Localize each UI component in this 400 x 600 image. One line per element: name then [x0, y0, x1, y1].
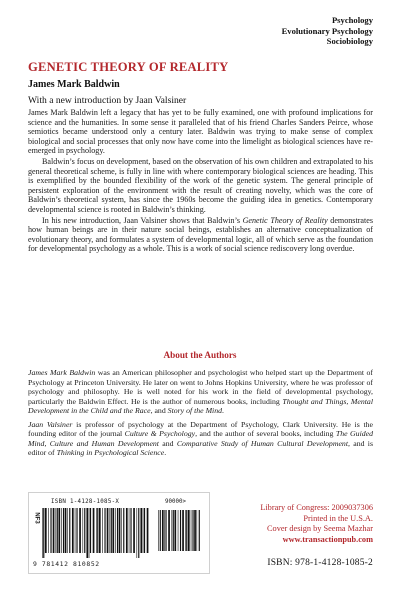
- barcode-bar: [126, 508, 128, 553]
- barcode-bar: [67, 508, 68, 553]
- description-text: In his new introduction, Jaan Valsiner shows that Baldwin’s: [42, 215, 243, 225]
- printed-in: Printed in the U.S.A.: [303, 513, 373, 523]
- barcode-bar: [133, 508, 135, 553]
- barcode-bar: [99, 508, 101, 553]
- book-title-reference: Genetic Theory of Reality: [242, 215, 328, 225]
- bio-text: , and: [150, 406, 168, 415]
- barcode-bar: [111, 508, 112, 553]
- description-text: demonstrates how human beings are in their nature social beings, establishes an alternative conceptualization of evolutionary theory, and formulates a system of developmental logic, all of which serve as the foundation for developmental psychology as a whole. This is a work of social science rediscovery long overdue.: [28, 215, 373, 254]
- barcode-bar: [63, 508, 64, 553]
- barcode-bar: [191, 510, 192, 551]
- barcode-bar: [89, 508, 90, 558]
- introduction-credit: With a new introduction by Jaan Valsiner: [28, 95, 187, 106]
- barcode-bar: [45, 508, 47, 553]
- book-description: [28, 108, 373, 255]
- barcode-bar: [119, 508, 121, 553]
- book-reference: The Guided Mind: [28, 429, 373, 448]
- barcode-bar: [69, 508, 70, 553]
- bio-name: Jaan Valsiner: [28, 419, 73, 429]
- barcode-bar: [121, 508, 122, 553]
- barcode-bar: [182, 510, 184, 551]
- barcode-addon-bars: [157, 510, 201, 556]
- barcode-bar: [138, 508, 139, 558]
- barcode-bar: [174, 510, 176, 551]
- bio-text: ,: [44, 438, 50, 448]
- barcode-bar: [58, 508, 60, 553]
- barcode-bar: [79, 508, 81, 553]
- barcode-bar: [115, 508, 116, 553]
- barcode-bar: [104, 508, 105, 553]
- author-name: James Mark Baldwin: [28, 79, 120, 90]
- barcode-bar: [123, 508, 124, 553]
- barcode-bar: [147, 508, 149, 553]
- barcode-bar: [185, 510, 186, 551]
- barcode-bar: [144, 508, 145, 553]
- publisher-website: www.transactionpub.com: [282, 534, 373, 544]
- book-reference: Thinking in Psychological Science: [56, 448, 165, 457]
- barcode-bar: [57, 508, 58, 553]
- barcode-bar: [178, 510, 179, 551]
- barcode-bar: [129, 508, 130, 553]
- bio-text: and: [158, 438, 177, 448]
- barcode-bar: [117, 508, 118, 553]
- bio-text: is professor of psychology at the Department of Psychology, Clark University. He is the founding editor of the journal: [28, 419, 373, 438]
- barcode-bars: [41, 508, 149, 558]
- library-of-congress: Library of Congress: 2009037306: [260, 503, 373, 512]
- barcode-bar: [112, 508, 114, 553]
- barcode-bar: [84, 508, 85, 553]
- barcode-bar: [173, 510, 174, 551]
- barcode-bar: [42, 508, 43, 558]
- barcode-bar: [86, 508, 88, 558]
- book-reference: Mental Development in the Child and the Race: [28, 396, 373, 415]
- bio-text: ,: [346, 396, 351, 406]
- book-reference: Culture and Human Development: [49, 438, 159, 448]
- barcode-price-code: 90000>: [165, 499, 186, 505]
- book-reference: Thought and Things: [282, 396, 347, 406]
- barcode-bar: [107, 508, 109, 553]
- barcode-bar: [164, 510, 165, 551]
- barcode-bar: [75, 508, 76, 553]
- barcode-bar: [90, 508, 91, 553]
- barcode-isbn10-label: ISBN 1-4128-1085-X: [51, 499, 120, 505]
- barcode-bar: [180, 510, 181, 551]
- barcode-bar: [102, 508, 103, 553]
- barcode-bar: [65, 508, 67, 553]
- barcode-bar: [143, 508, 144, 553]
- barcode-bar: [199, 510, 200, 551]
- barcode-bar: [93, 508, 95, 553]
- barcode-bar: [137, 508, 138, 558]
- cover-design-credit: Cover design by Seema Mazhar: [267, 524, 373, 534]
- barcode-bar: [192, 510, 193, 551]
- description-paragraph: James Mark Baldwin left a legacy that has yet to be fully examined, one with profound implications for science and the humanities. In some sense it paralleled that of his friend Charles Sanders Peirce, whose semiotics became understood only a century later. Baldwin was trying to make sense of complex biological and social processes that only now have come into the limelight as biological sciences have re-emerged in psychology.: [28, 108, 373, 156]
- bio-name: James Mark Baldwin: [28, 368, 96, 377]
- barcode-bar: [158, 510, 159, 551]
- bio-text: , and is editor of: [28, 438, 373, 457]
- barcode-bar: [56, 508, 57, 553]
- barcode-bar: [50, 508, 51, 553]
- barcode-bar: [194, 510, 196, 551]
- author-bio-valsiner: [28, 420, 373, 458]
- barcode-bar: [188, 510, 190, 551]
- isbn-number: ISBN: 978-1-4128-1085-2: [267, 558, 373, 568]
- category-label: Psychology: [331, 15, 373, 25]
- barcode-bar: [72, 508, 74, 553]
- book-title: GENETIC THEORY OF REALITY: [28, 60, 229, 74]
- barcode-bar: [160, 510, 161, 551]
- bio-text: was an American philosopher and psychologist who helped start up the Department of Psychology at Princeton University. He later on went to Johns Hopkins University, where he was professor of psychology and philosophy. He is well noted for his work in the field of developmental psychology, particularly the Baldwin Effect. He is the author of numerous books, including: [28, 368, 373, 406]
- book-reference: Story of the Mind: [167, 406, 223, 415]
- about-authors-heading: About the Authors: [163, 350, 237, 360]
- bio-text: .: [222, 406, 224, 415]
- barcode-bar: [61, 508, 62, 553]
- barcode-bar: [186, 510, 187, 551]
- barcode-bar: [162, 510, 164, 551]
- category-label: Evolutionary Psychology: [281, 25, 373, 36]
- barcode-bar: [76, 508, 77, 553]
- bio-text: .: [164, 448, 167, 457]
- barcode-bar: [53, 508, 55, 553]
- barcode-bar: [96, 508, 97, 553]
- barcode-bar: [97, 508, 98, 553]
- barcode-bar: [197, 510, 198, 551]
- barcode-bar: [110, 508, 111, 553]
- author-bio-baldwin: [28, 368, 373, 416]
- description-paragraph: [28, 216, 373, 254]
- description-paragraph: Baldwin’s focus on development, based on the observation of his own children and extrapolated to his general theoretical scheme, is fully in line with where contemporary biological sciences are heading. This is exemplified by the bounded flexibility of the work of the genetic system. The general principle of persistent exploration of the environment with the result of creating novelty, which was the core of Baldwin’s theoretical system, has since the 1960s become the guiding idea in genetics. Contemporary developmental science is rooted in Baldwin’s thinking.: [28, 156, 373, 214]
- isbn-barcode: [28, 492, 210, 574]
- author-bios: [28, 368, 373, 462]
- journal-reference: Culture & Psychology: [124, 429, 196, 438]
- publication-credits: [260, 503, 373, 545]
- barcode-nf-mark: NF3: [33, 512, 40, 524]
- barcode-bar: [83, 508, 84, 553]
- barcode-bar: [172, 510, 173, 551]
- subject-categories: [282, 15, 373, 47]
- barcode-bar: [130, 508, 131, 553]
- book-reference: Comparative Study of Human Cultural Development: [176, 438, 348, 448]
- bio-text: , and the author of several books, including: [195, 429, 336, 438]
- barcode-bar: [43, 508, 44, 558]
- barcode-bar: [168, 510, 170, 551]
- barcode-bar: [165, 510, 166, 551]
- category-label: Sociobiology: [326, 36, 373, 47]
- barcode-bar: [48, 508, 49, 553]
- barcode-bar: [140, 508, 142, 553]
- barcode-ean-digits: 9 781412 810852: [33, 560, 100, 568]
